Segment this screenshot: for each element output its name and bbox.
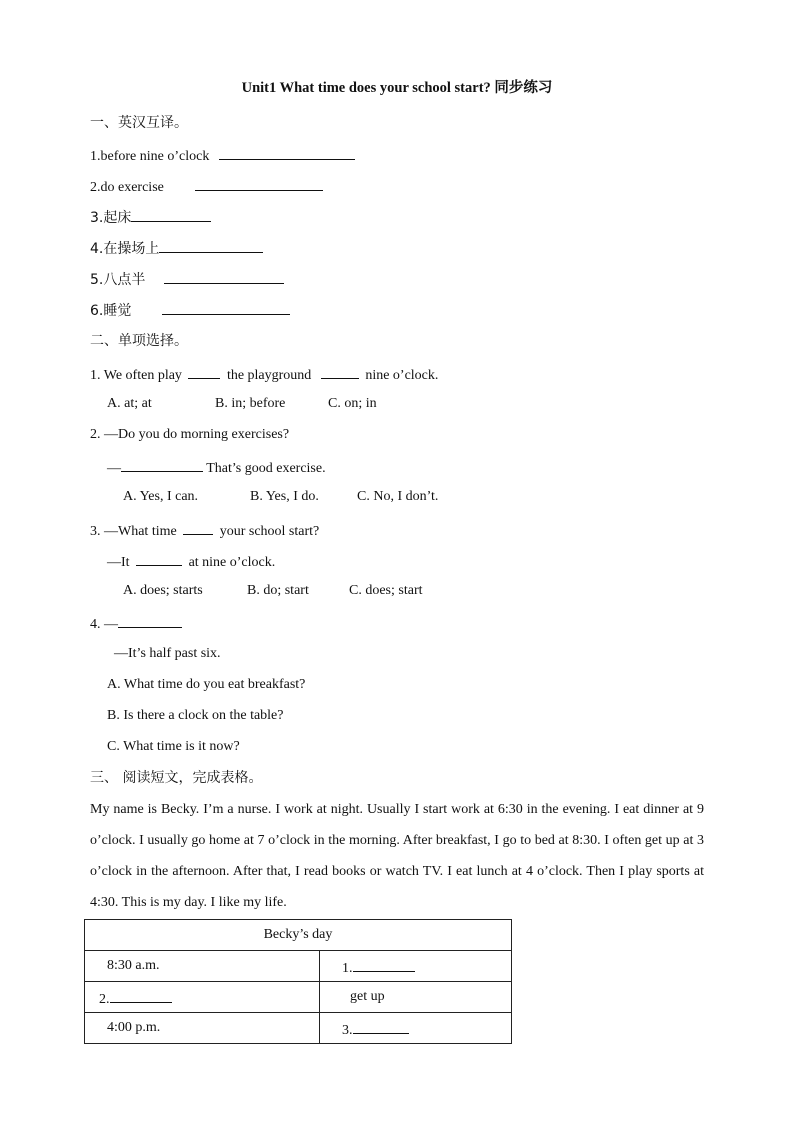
translate-item-6 [90, 299, 290, 321]
reading-passage: My name is Becky. I’m a nurse. I work at night. Usually I start work at 6:30 in the evening. I eat dinner at 9 o’clock. I usually go home at 7 o’clock in the morning. After breakfast, I go to bed at 8:30. I often get up at 3 o’clock in the afternoon. After that, I read books or watch TV. I eat lunch at 4 o’clock. Then I play sports at 4:30. This is my day. I like my life. [90, 802, 704, 910]
answer-blank[interactable] [118, 612, 182, 628]
table-cell [320, 1013, 512, 1044]
question-3-prefix: —It [107, 555, 130, 570]
answer-blank[interactable] [188, 363, 220, 379]
question-4-stem: 4. — [90, 617, 118, 632]
table-caption: Becky’s day [85, 920, 512, 951]
question-1 [90, 363, 438, 386]
question-3-part1: 3. —What time [90, 524, 177, 539]
section-2-heading: 二、单项选择。 [90, 333, 188, 349]
q1-option-a[interactable]: A. at; at [107, 396, 152, 411]
translate-item-5 [90, 268, 284, 290]
section-3-heading: 三、 阅读短文，完成表格。 [90, 770, 263, 786]
table-cell-label: 2. [99, 991, 110, 1007]
q1-option-b[interactable]: B. in; before [215, 396, 286, 411]
answer-blank[interactable] [121, 456, 203, 472]
answer-blank[interactable] [353, 956, 415, 972]
q1-option-c[interactable]: C. on; in [328, 396, 377, 411]
translate-item-2 [90, 175, 323, 198]
table-cell: 8:30 a.m. [85, 951, 320, 982]
section-1-heading: 一、英汉互译。 [90, 115, 188, 131]
translate-item-6-text: 6.睡觉 [90, 303, 132, 319]
q3-option-c[interactable]: C. does; start [349, 583, 423, 598]
translate-item-3-text: 3.起床 [90, 210, 132, 226]
table-row [85, 1013, 512, 1044]
q2-option-a[interactable]: A. Yes, I can. [123, 489, 199, 504]
translate-item-4 [90, 237, 263, 259]
table-row [85, 951, 512, 982]
q2-option-c[interactable]: C. No, I don’t. [357, 489, 439, 504]
question-3-part2: your school start? [219, 524, 320, 539]
table-cell-label: 3. [342, 1022, 353, 1038]
answer-blank[interactable] [136, 550, 182, 566]
question-4-reply: —It’s half past six. [114, 646, 221, 661]
question-3-answer [107, 550, 275, 573]
answer-blank[interactable] [321, 363, 359, 379]
q2-option-b[interactable]: B. Yes, I do. [250, 489, 319, 504]
question-3-suffix: at nine o’clock. [188, 555, 276, 570]
table-cell: 4:00 p.m. [85, 1013, 320, 1044]
question-1-part2: the playground [226, 368, 312, 383]
answer-blank[interactable] [162, 299, 290, 315]
question-2: 2. —Do you do morning exercises? [90, 427, 290, 442]
page-title: Unit1 What time does your school start? 同步练习 [241, 80, 553, 96]
question-2-answer [107, 456, 326, 479]
question-2-answer-text: That’s good exercise. [206, 461, 326, 476]
question-1-part1: 1. We often play [90, 368, 182, 383]
translate-item-4-text: 4.在操场上 [90, 241, 160, 257]
q4-option-b[interactable]: B. Is there a clock on the table? [107, 708, 284, 723]
table-row [85, 982, 512, 1013]
becky-day-table [84, 919, 512, 1044]
table-cell-label: 1. [342, 960, 353, 976]
question-1-part3: nine o’clock. [365, 368, 439, 383]
answer-blank[interactable] [183, 519, 213, 535]
translate-item-2-text: 2.do exercise [90, 180, 164, 195]
answer-blank[interactable] [131, 206, 211, 222]
answer-blank[interactable] [159, 237, 263, 253]
q4-option-a[interactable]: A. What time do you eat breakfast? [107, 677, 306, 692]
answer-blank[interactable] [195, 175, 323, 191]
table-cell [320, 951, 512, 982]
table-cell [85, 982, 320, 1013]
translate-item-1 [90, 144, 355, 167]
translate-item-5-text: 5.八点半 [90, 272, 146, 288]
question-4 [90, 612, 182, 635]
q4-option-c[interactable]: C. What time is it now? [107, 739, 240, 754]
answer-blank[interactable] [110, 987, 172, 1003]
translate-item-1-text: 1.before nine o’clock [90, 149, 210, 164]
answer-blank[interactable] [219, 144, 355, 160]
translate-item-3 [90, 206, 211, 228]
q3-option-b[interactable]: B. do; start [247, 583, 309, 598]
answer-blank[interactable] [164, 268, 284, 284]
question-3 [90, 519, 319, 542]
table-cell: get up [320, 982, 512, 1013]
answer-blank[interactable] [353, 1018, 409, 1034]
question-2-dash: — [107, 461, 121, 476]
q3-option-a[interactable]: A. does; starts [123, 583, 203, 598]
